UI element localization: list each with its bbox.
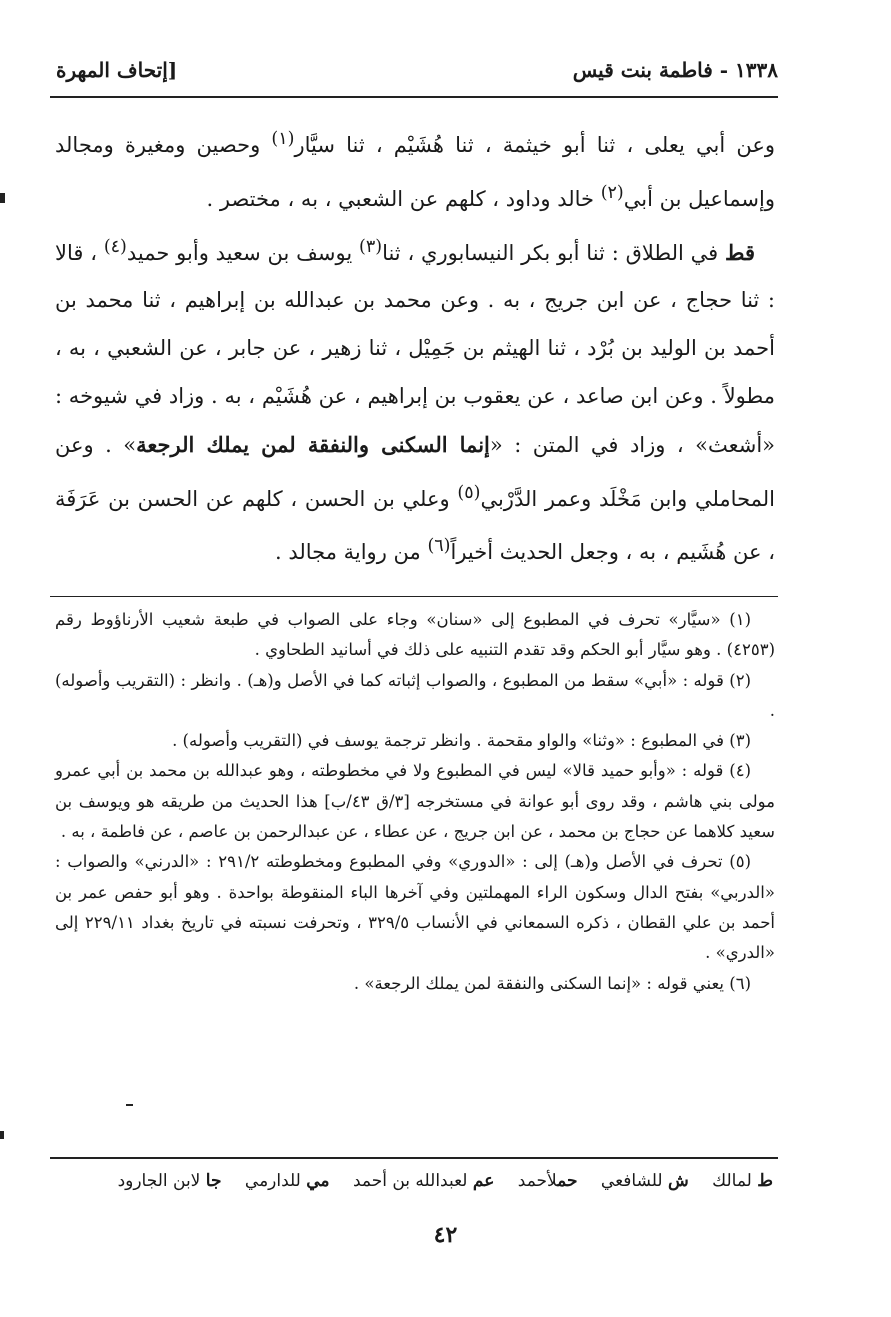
footnote-2: (٢) قوله : «أبي» سقط من المطبوع ، والصواب إثباته كما في الأصل و(هـ) . وانظر : (التقريب وأصوله) . [55, 670, 775, 720]
abbreviation-label: للشافعي [600, 1171, 668, 1191]
running-header [50, 58, 778, 98]
text-run: خالد وداود ، كلهم عن الشعبي ، به ، مختصر . [206, 186, 601, 211]
footnote-ref-6: (٦) [427, 536, 451, 557]
footnote-ref-5: (٥) [457, 482, 481, 503]
footnote-separator [50, 596, 778, 597]
margin-mark [0, 1131, 4, 1139]
margin-mark [0, 193, 5, 203]
footnote-4: (٤) قوله : «وأبو حميد قالا» ليس في المطبوع ولا في مخطوطته ، وهو عبدالله بن محمد بن أبي عمرو مولى بني هاشم ، وقد روى أبو عوانة في مستخرجه [٣/ق ٤٣/ب] هذا الحديث من طريقه هو ويوسف بن سعيد كلاهما عن حجاج بن محمد ، عن ابن جريج ، عن عطاء ، عن عبدالرحمن بن عاصم ، عن فاطمة ، به . [55, 761, 776, 842]
book-title: [إتحاف المهرة [56, 58, 178, 82]
abbreviation-label: لمالك [712, 1171, 758, 1191]
footnote-ref-2: (٢) [600, 182, 624, 203]
abbreviation-item [353, 1171, 494, 1191]
footnote-1: (١) «سيَّار» تحرف في المطبوع إلى «سنان» وجاء على الصواب في طبعة شعيب الأرناؤوط رقم (٤٢٥٣) . وهو سيَّار أبو الحكم وقد تقدم التنبيه على ذلك في أسانيد الطحاوي . [55, 610, 775, 660]
abbreviation-label: للدارمي [244, 1171, 307, 1191]
footnote-ref-1: (١) [271, 129, 295, 149]
footnote-ref-3: (٣) [359, 236, 383, 257]
text-run: وعلي بن الحسن ، كلهم عن الحسن بن عَرَفَة ، عن هُشَيم ، به ، وجعل الحديث أخيراً [55, 486, 775, 565]
abbreviation-code: ش [667, 1171, 689, 1191]
text-run: ، قالا : ثنا حجاج ، عن ابن جريج ، به . وعن محمد بن عبدالله بن إبراهيم ، ثنا محمد بن أحمد بن الوليد بن بُرْد ، ثنا الهيثم بن جَمِيْل ، ثنا زهير ، عن جابر ، عن الشعبي ، به ، مطولاً . وعن ابن صاعد ، عن يعقوب بن إبراهيم ، عن هُشَيْم ، به . وزاد في شيوخه : «أشعث» ، وزاد في المتن : « [55, 240, 776, 457]
footnote-3: (٣) في المطبوع : «وثنا» والواو مقحمة . وانظر ترجمة يوسف في (التقريب وأصوله) . [172, 731, 751, 751]
text-run: من رواية مجالد . [274, 540, 428, 565]
abbreviation-item [601, 1171, 689, 1191]
abbreviation-label: لعبدالله بن أحمد [352, 1171, 473, 1191]
footnote-6: (٦) يعني قوله : «إنما السكنى والنفقة لمن يملك الرجعة» . [353, 973, 751, 993]
abbreviation-label: لأحمد [517, 1171, 558, 1191]
footnote-ref-4: (٤) [103, 236, 127, 257]
abbreviation-label: لابن الجارود [117, 1171, 206, 1191]
abbreviation-code: ط [757, 1171, 773, 1191]
abbreviation-item [712, 1171, 773, 1191]
text-run: » . وعن المحاملي وابن مَخْلَد وعمر الدَّرْبي [55, 432, 775, 511]
abbreviation-rule [50, 1157, 778, 1159]
paragraph-2 [55, 224, 775, 578]
source-sigil: قط [725, 239, 755, 265]
hadith-quote: إنما السكنى والنفقة لمن يملك الرجعة [136, 431, 490, 457]
abbreviation-item [518, 1171, 578, 1191]
hadith-title: ١٣٣٨ - فاطمة بنت قيس [572, 58, 778, 82]
page-number: ٤٢ [433, 1222, 458, 1248]
main-text [55, 116, 775, 577]
abbreviation-code: عم [472, 1171, 495, 1191]
abbreviation-item [118, 1171, 222, 1191]
margin-mark [126, 1104, 133, 1106]
header-rule [50, 96, 778, 98]
abbreviation-key [100, 1168, 773, 1194]
text-run: وعن أبي يعلى ، ثنا أبو خيثمة ، ثنا هُشَيْم ، ثنا سيَّار [294, 133, 776, 157]
footnote-5: (٥) تحرف في الأصل و(هـ) إلى : «الدوري» وفي المطبوع ومخطوطته ٢٩١/٢ : «الدرني» والصواب : «الدربي» بفتح الدال وسكون الراء المهملتين وفي آخرها الباء المنقوطة بواحدة . وهو أبو حفص عمر بن أحمد بن علي القطان ، ذكره السمعاني في الأنساب ٣٢٩/٥ ، وتحرفت نسبته في تاريخ بغداد ٢٢٩/١١ إلى «الدري» . [55, 852, 775, 963]
abbreviation-item [245, 1171, 330, 1191]
text-run: في الطلاق : ثنا أبو بكر النيسابوري ، ثنا [382, 240, 726, 265]
abbreviation-code: حم [557, 1171, 578, 1191]
text-run: يوسف بن سعيد وأبو حميد [126, 240, 359, 265]
paragraph-1 [55, 116, 775, 224]
abbreviation-code: مي [306, 1171, 330, 1191]
footnotes [55, 605, 775, 999]
abbreviation-code: جا [205, 1171, 222, 1191]
text-run: وحصين ومغيرة ومجالد وإسماعيل بن أبي [55, 133, 775, 211]
